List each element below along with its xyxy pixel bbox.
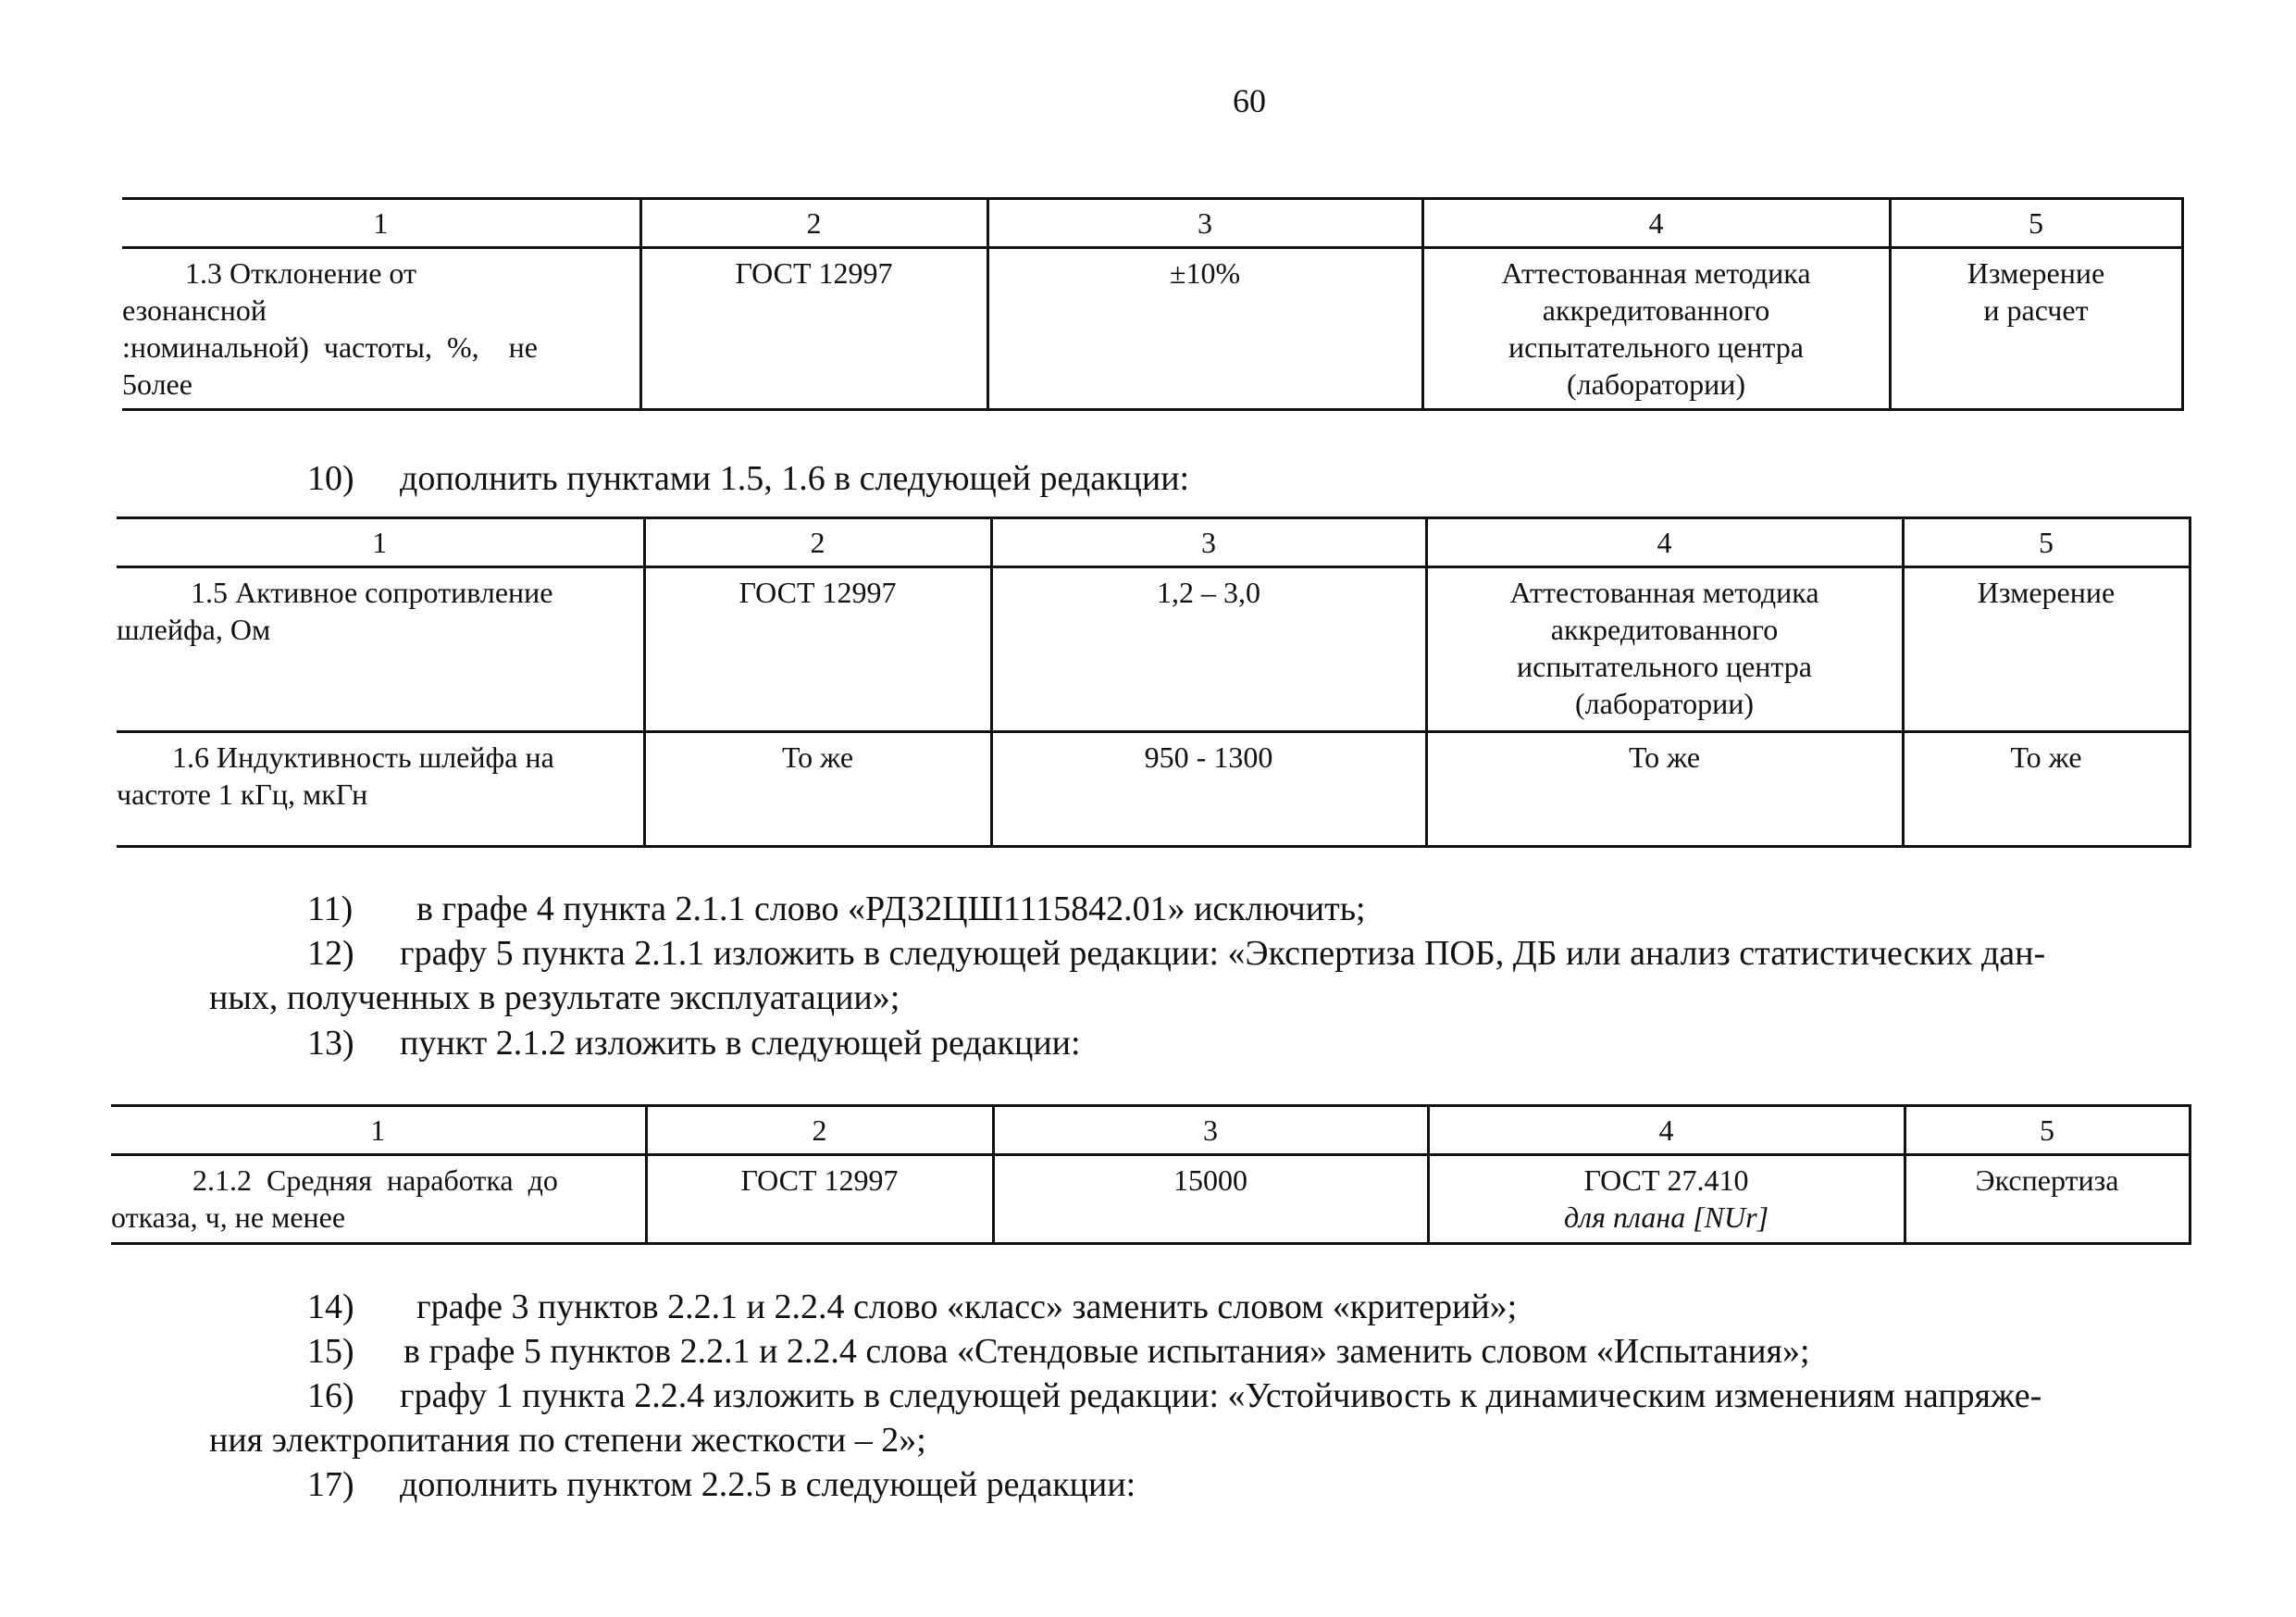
cell-standard: То же [644,732,991,847]
cell-control [1905,1155,2190,1244]
item-text: графу 5 пункта 2.1.1 изложить в следующей редакции: «Экспертиза ПОБ, ДБ или анализ статистических дан- [400,934,2046,973]
item-number: 16) [307,1376,354,1415]
cell-line: Аттестованная методика [1509,576,1819,609]
cell-value: 1,2 – 3,0 [991,567,1426,732]
cell-line: ГОСТ 27.410 [1583,1163,1749,1197]
col-header-5: 5 [1890,199,2182,248]
col-header-5: 5 [1903,518,2190,567]
cell-value: 950 - 1300 [991,732,1426,847]
col-header-3: 3 [991,518,1426,567]
col-header-5: 5 [1905,1106,2190,1155]
item-text: графе 3 пунктов 2.2.1 и 2.2.4 слово «класс» заменить словом «критерий»; [416,1287,1518,1326]
col-header-1: 1 [111,1106,646,1155]
cell-line: 1.5 Активное сопротивление [191,576,553,609]
item-number: 11) [307,889,354,928]
table-amendment-1-5-1-6 [117,516,2191,848]
list-item-15 [307,1329,1810,1374]
item-line [209,931,2282,976]
cell-line: отказа, ч, не менее [111,1200,346,1234]
cell-line: То же [1628,740,1701,774]
cell-characteristic [117,567,644,732]
cell-line: :номинальной) частоты, %, не [122,330,538,364]
cell-method [1422,248,1890,410]
cell-line: То же [2010,740,2082,774]
col-header-1: 1 [122,199,640,248]
cell-line: шлейфа, Ом [117,613,271,646]
cell-line: частоте 1 кГц, мкГн [117,777,368,811]
item-number: 12) [307,934,354,973]
col-header-2: 2 [646,1106,993,1155]
table-row [111,1155,2190,1244]
col-header-2: 2 [640,199,987,248]
cell-line: (лаборатории) [1575,687,1754,720]
item-line: ния электропитания по степени жесткости – 2»; [209,1421,926,1460]
cell-control [1903,732,2190,847]
cell-line: испытательного центра [1517,650,1812,683]
cell-line: Измерение [1967,256,2105,290]
table-amendment-2-1-2 [111,1104,2191,1245]
cell-line: испытательного центра [1508,330,1804,364]
list-item-16 [209,1374,2282,1462]
list-item-14 [307,1285,1517,1329]
col-header-4: 4 [1426,518,1903,567]
item-number: 14) [307,1287,354,1326]
cell-line: и расчет [1983,293,2089,327]
table-header-row [117,518,2190,567]
cell-control [1890,248,2182,410]
item-line [209,1374,2282,1418]
table-row [122,248,2182,410]
col-header-4: 4 [1422,199,1890,248]
cell-line: аккредитованного [1550,613,1779,646]
item-line: ных, полученных в результате эксплуатации»; [209,978,900,1017]
cell-standard: ГОСТ 12997 [640,248,987,410]
cell-line: для плана [NUr] [1563,1200,1769,1234]
list-item-17 [307,1462,1136,1507]
item-text: в графе 4 пункта 2.1.1 слово «РДЗ2ЦШ1115842.01» исключить; [416,889,1366,928]
cell-characteristic [122,248,640,410]
col-header-2: 2 [644,518,991,567]
col-header-1: 1 [117,518,644,567]
page-number: 60 [1233,82,1266,119]
table-row [117,567,2190,732]
list-item-12 [209,931,2282,1020]
cell-line: 1.6 Индуктивность шлейфа на [172,740,554,774]
item-number: 13) [307,1024,354,1063]
item-text: дополнить пунктами 1.5, 1.6 в следующей редакции: [400,459,1190,498]
cell-method [1426,567,1903,732]
cell-value: ±10% [987,248,1422,410]
item-text: графу 1 пункта 2.2.4 изложить в следующей редакции: «Устойчивость к динамическим изменениям напряже- [400,1376,2042,1415]
item-text: в графе 5 пунктов 2.2.1 и 2.2.4 слова «Стендовые испытания» заменить словом «Испытания»; [403,1332,1810,1371]
cell-line: Аттестованная методика [1501,256,1811,290]
cell-line: 5олее [122,367,192,401]
cell-standard: ГОСТ 12997 [646,1155,993,1244]
list-item-11 [307,887,1366,931]
cell-line: Измерение [1977,576,2116,609]
cell-line: езонансной [122,293,267,327]
cell-method [1426,732,1903,847]
item-number: 10) [307,459,354,498]
cell-characteristic [117,732,644,847]
col-header-3: 3 [993,1106,1428,1155]
list-item-10 [307,456,1189,501]
list-item-13 [307,1021,1081,1065]
cell-line: Экспертиза [1975,1163,2119,1197]
cell-standard: ГОСТ 12997 [644,567,991,732]
table-row [117,732,2190,847]
item-text: дополнить пунктом 2.2.5 в следующей редакции: [400,1465,1136,1504]
cell-line: аккредитованного [1542,293,1770,327]
cell-control [1903,567,2190,732]
item-text: пункт 2.1.2 изложить в следующей редакции: [400,1024,1081,1063]
item-number: 17) [307,1465,354,1504]
col-header-4: 4 [1428,1106,1905,1155]
cell-line: 1.3 Отклонение от [185,256,416,290]
cell-method [1428,1155,1905,1244]
item-number: 15) [307,1332,354,1371]
col-header-3: 3 [987,199,1422,248]
table-header-row [122,199,2182,248]
table-header-row [111,1106,2190,1155]
table-amendment-1-3 [122,197,2184,411]
cell-line: 2.1.2 Средняя наработка до [192,1163,558,1197]
cell-line: (лаборатории) [1567,367,1745,401]
cell-value: 15000 [993,1155,1428,1244]
cell-characteristic [111,1155,646,1244]
